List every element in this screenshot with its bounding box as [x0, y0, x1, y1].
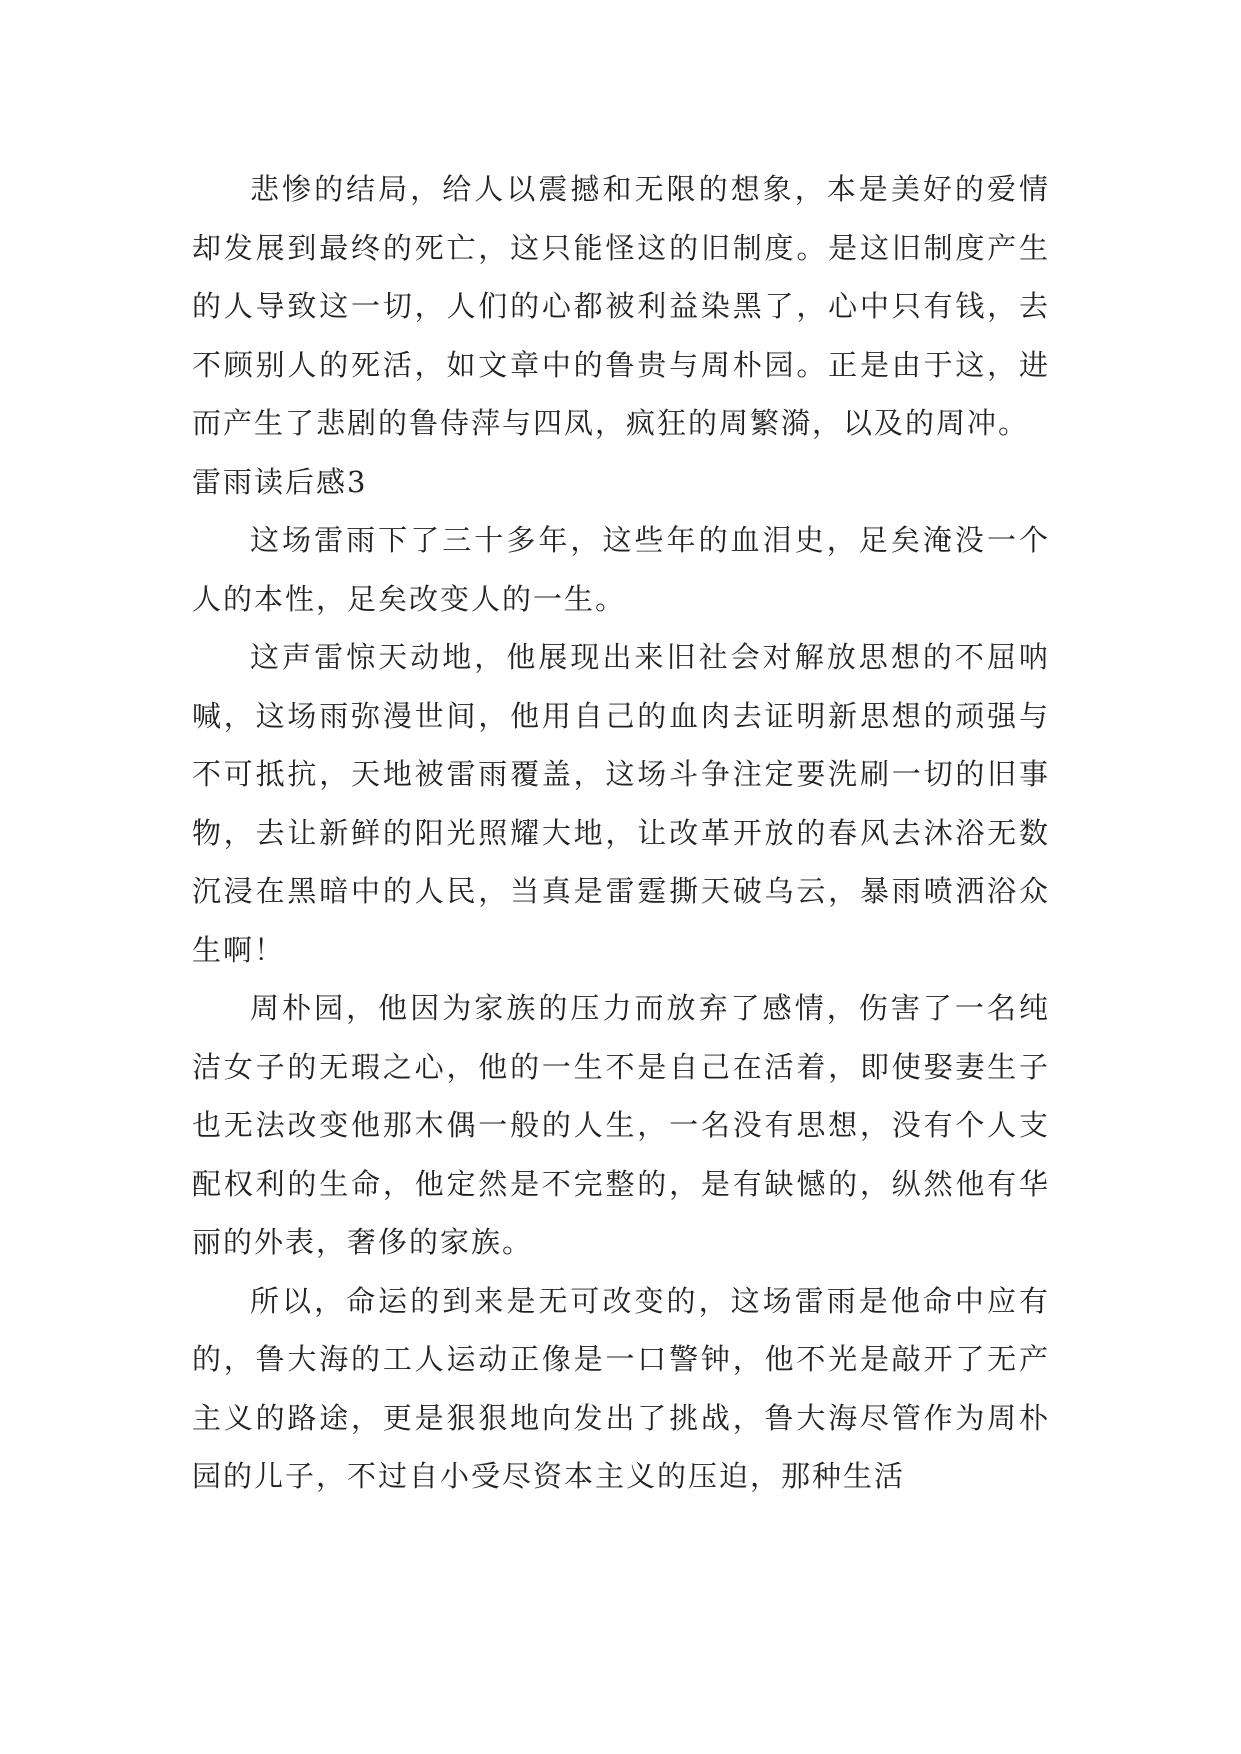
section-heading: 雷雨读后感3 — [192, 464, 368, 499]
paragraph-1: 这场雷雨下了三十多年，这些年的血泪史，足矣淹没一个人的本性，足矣改变人的一生。 — [192, 523, 1050, 616]
document-body — [192, 160, 1050, 1506]
paragraph-4: 所以，命运的到来是无可改变的，这场雷雨是他命中应有的，鲁大海的工人运动正像是一口警钟，他不光是敲开了无产主义的路途，更是狠狠地向发出了挑战，鲁大海尽管作为周朴园的儿子，不过自小受尽资本主义的压迫，那种生活 — [192, 1283, 1050, 1493]
paragraph-intro: 悲惨的结局，给人以震撼和无限的想象，本是美好的爱情却发展到最终的死亡，这只能怪这的旧制度。是这旧制度产生的人导致这一切，人们的心都被利益染黑了，心中只有钱，去不顾别人的死活，如文章中的鲁贵与周朴园。正是由于这，进而产生了悲剧的鲁侍萍与四凤，疯狂的周繁漪，以及的周冲。 — [192, 172, 1050, 440]
paragraph-3: 周朴园，他因为家族的压力而放弃了感情，伤害了一名纯洁女子的无瑕之心，他的一生不是自己在活着，即使娶妻生子也无法改变他那木偶一般的人生，一名没有思想，没有个人支配权利的生命，他定然是不完整的，是有缺憾的，纵然他有华丽的外表，奢侈的家族。 — [192, 991, 1050, 1259]
paragraph-2: 这声雷惊天动地，他展现出来旧社会对解放思想的不屈呐喊，这场雨弥漫世间，他用自己的血肉去证明新思想的顽强与不可抵抗，天地被雷雨覆盖，这场斗争注定要洗刷一切的旧事物，去让新鲜的阳光照耀大地，让改革开放的春风去沐浴无数沉浸在黑暗中的人民，当真是雷霆撕天破乌云，暴雨喷洒浴众生啊！ — [192, 640, 1050, 967]
